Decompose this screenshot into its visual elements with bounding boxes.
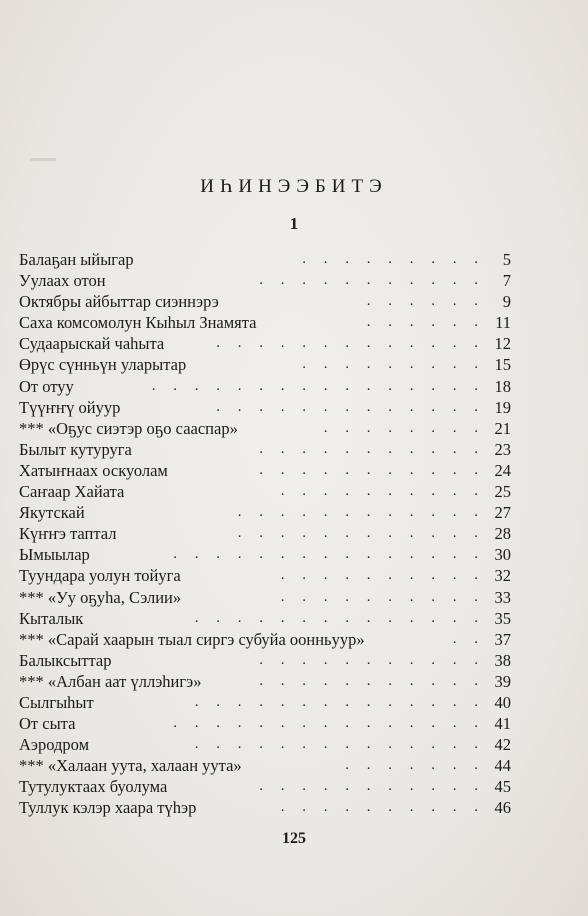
dot-leader: . . . . . . . . . . . . . . <box>194 609 485 626</box>
toc-entry <box>19 376 511 397</box>
toc-entry <box>19 734 511 755</box>
toc-entry-title: Туундара уолун тойуга <box>19 566 181 586</box>
toc-entry-title: *** «Сарай хаарын тыал сиргэ субуйа оонньуур» <box>19 629 365 649</box>
toc-entry <box>19 312 511 333</box>
toc-entry <box>19 544 511 565</box>
toc-entry-page: 41 <box>494 714 511 734</box>
dot-leader: . . . . . . . . . . . . . . . . <box>151 377 485 394</box>
toc-entry-page: 28 <box>494 524 511 544</box>
toc-entry-page: 30 <box>494 545 511 565</box>
toc-entry-title: Өрүс сүнньүн уларытар <box>19 355 187 375</box>
toc-entry <box>19 776 511 797</box>
dot-leader: . . . . . . . . . <box>302 356 485 373</box>
dot-leader: . . . . . . . . . . . . . <box>216 398 485 415</box>
toc-entry <box>19 692 511 713</box>
dot-leader: . . . . . . . . . . . . . <box>216 335 485 352</box>
dot-leader: . . . . . . . . . . . . . . <box>194 693 485 710</box>
toc-entry-title: Балаҕан ыйыгар <box>19 250 134 269</box>
toc-entry-title: Кыталык <box>19 608 84 628</box>
toc-entry-page: 33 <box>494 587 511 607</box>
toc-entry-title: От сыта <box>19 714 76 734</box>
toc-entry-page: 45 <box>494 777 511 797</box>
toc-entry-title: *** «Халаан уута, халаан уута» <box>19 756 242 776</box>
toc-entry-title: Ымыылар <box>19 545 90 565</box>
dot-leader: . . . . . . . . . . . <box>259 461 485 478</box>
toc-entry-title: *** «Албан аат үллэһигэ» <box>19 671 202 691</box>
dot-leader: . . . . . . <box>366 293 485 310</box>
toc-entry-title: Тутулуктаах буолума <box>19 777 168 797</box>
toc-entry-page: 25 <box>494 482 511 502</box>
dot-leader: . . . . . . . . . . <box>280 799 485 816</box>
toc-entry <box>19 502 511 523</box>
toc-entry <box>19 713 511 734</box>
toc-entry-title: Саҥаар Хайата <box>19 482 125 502</box>
toc-entry-title: Уулаах отон <box>19 271 106 291</box>
toc-entry-page: 24 <box>494 460 511 480</box>
toc-entry <box>19 249 511 270</box>
toc-entry-title: Туллук кэлэр хаара түһэр <box>19 798 197 818</box>
toc-entry-page: 39 <box>494 671 511 691</box>
toc-entry <box>19 523 511 544</box>
toc-entry-title: Якутскай <box>19 503 85 523</box>
toc-entry-title: Хатыҥнаах оскуолам <box>19 460 168 480</box>
toc-entry-page: 11 <box>495 313 511 333</box>
dot-leader: . . . . . . . . . . . . . . . <box>173 546 485 563</box>
toc-entry-page: 37 <box>494 629 511 649</box>
table-of-contents <box>19 249 511 819</box>
toc-entry-title: Былыт кутуруга <box>19 439 132 459</box>
toc-entry <box>19 797 511 818</box>
dot-leader: . . . . . . . . . <box>302 251 485 267</box>
toc-entry-page: 12 <box>494 334 511 354</box>
toc-entry <box>19 608 511 629</box>
toc-entry-page: 15 <box>494 355 511 375</box>
toc-entry-page: 19 <box>494 397 511 417</box>
toc-entry-title: Аэродром <box>19 735 90 755</box>
dot-leader: . . . . . . . . . . . . . . . <box>173 715 485 732</box>
toc-entry-page: 7 <box>502 271 511 291</box>
dot-leader: . . . . . . . . . . . <box>259 778 485 795</box>
toc-entry <box>19 439 511 460</box>
toc-entry-page: 23 <box>494 439 511 459</box>
toc-entry-page: 21 <box>494 418 511 438</box>
toc-entry <box>19 291 511 312</box>
toc-entry-page: 44 <box>494 756 511 776</box>
toc-entry <box>19 565 511 586</box>
toc-entry <box>19 270 511 291</box>
toc-entry-title: Түүҥҥү ойуур <box>19 397 121 417</box>
toc-entry-page: 42 <box>494 735 511 755</box>
toc-entry-page: 18 <box>494 376 511 396</box>
dot-leader: . . . . . . . . . . . <box>259 672 485 689</box>
contents-heading: ИҺИНЭЭБИТЭ <box>200 176 388 197</box>
toc-entry <box>19 397 511 418</box>
dot-leader: . . . . . . . . . . <box>280 567 485 584</box>
toc-entry-page: 35 <box>494 608 511 628</box>
toc-entry-title: Саха комсомолун Кыһыл Знамята <box>19 313 257 333</box>
toc-entry-title: Октябры айбыттар сиэннэрэ <box>19 292 219 312</box>
ink-smudge <box>30 158 56 161</box>
toc-entry-page: 5 <box>502 250 511 269</box>
toc-entry-title: Күҥҥэ таптал <box>19 524 117 544</box>
toc-entry <box>19 460 511 481</box>
toc-entry <box>19 354 511 375</box>
dot-leader: . . . . . . . . . . . . . . <box>194 736 485 753</box>
toc-entry <box>19 755 511 776</box>
toc-entry <box>19 629 511 650</box>
toc-entry-title: Судаарыскай чаһыта <box>19 334 165 354</box>
dot-leader: . . . . . . . . . . . <box>259 651 485 668</box>
dot-leader: . . . . . . . . . . <box>280 588 485 605</box>
toc-entry <box>19 481 511 502</box>
toc-entry-title: Сылгыһыт <box>19 692 94 712</box>
toc-entry <box>19 418 511 439</box>
dot-leader: . . . . . . . . . . . <box>259 440 485 457</box>
dot-leader: . . . . . . . . . . . <box>259 272 485 289</box>
dot-leader: . . . . . . . . . . . . <box>237 525 485 542</box>
dot-leader: . . . . . . . . <box>323 419 485 436</box>
toc-entry-page: 46 <box>494 798 511 818</box>
page-number: 125 <box>282 830 306 847</box>
toc-entry-page: 38 <box>494 650 511 670</box>
dot-leader: . . . . . . <box>366 314 485 331</box>
toc-entry-page: 27 <box>494 503 511 523</box>
dot-leader: . . . . . . . <box>345 757 485 774</box>
toc-entry-title: Балыксыттар <box>19 650 112 670</box>
toc-entry <box>19 671 511 692</box>
dot-leader: . . <box>452 630 485 647</box>
toc-entry-page: 32 <box>494 566 511 586</box>
toc-entry-page: 40 <box>494 692 511 712</box>
toc-entry-title: *** «Уу оҕуһа, Сэлии» <box>19 587 182 607</box>
dot-leader: . . . . . . . . . . <box>280 483 485 500</box>
toc-entry-page: 9 <box>502 292 511 312</box>
toc-entry <box>19 650 511 671</box>
toc-entry-title: От отуу <box>19 376 74 396</box>
toc-entry-title: *** «Оҕус сиэтэр оҕо сааспар» <box>19 418 238 438</box>
toc-entry <box>19 333 511 354</box>
section-number: 1 <box>289 214 299 233</box>
dot-leader: . . . . . . . . . . . . <box>237 504 485 521</box>
toc-entry <box>19 587 511 608</box>
